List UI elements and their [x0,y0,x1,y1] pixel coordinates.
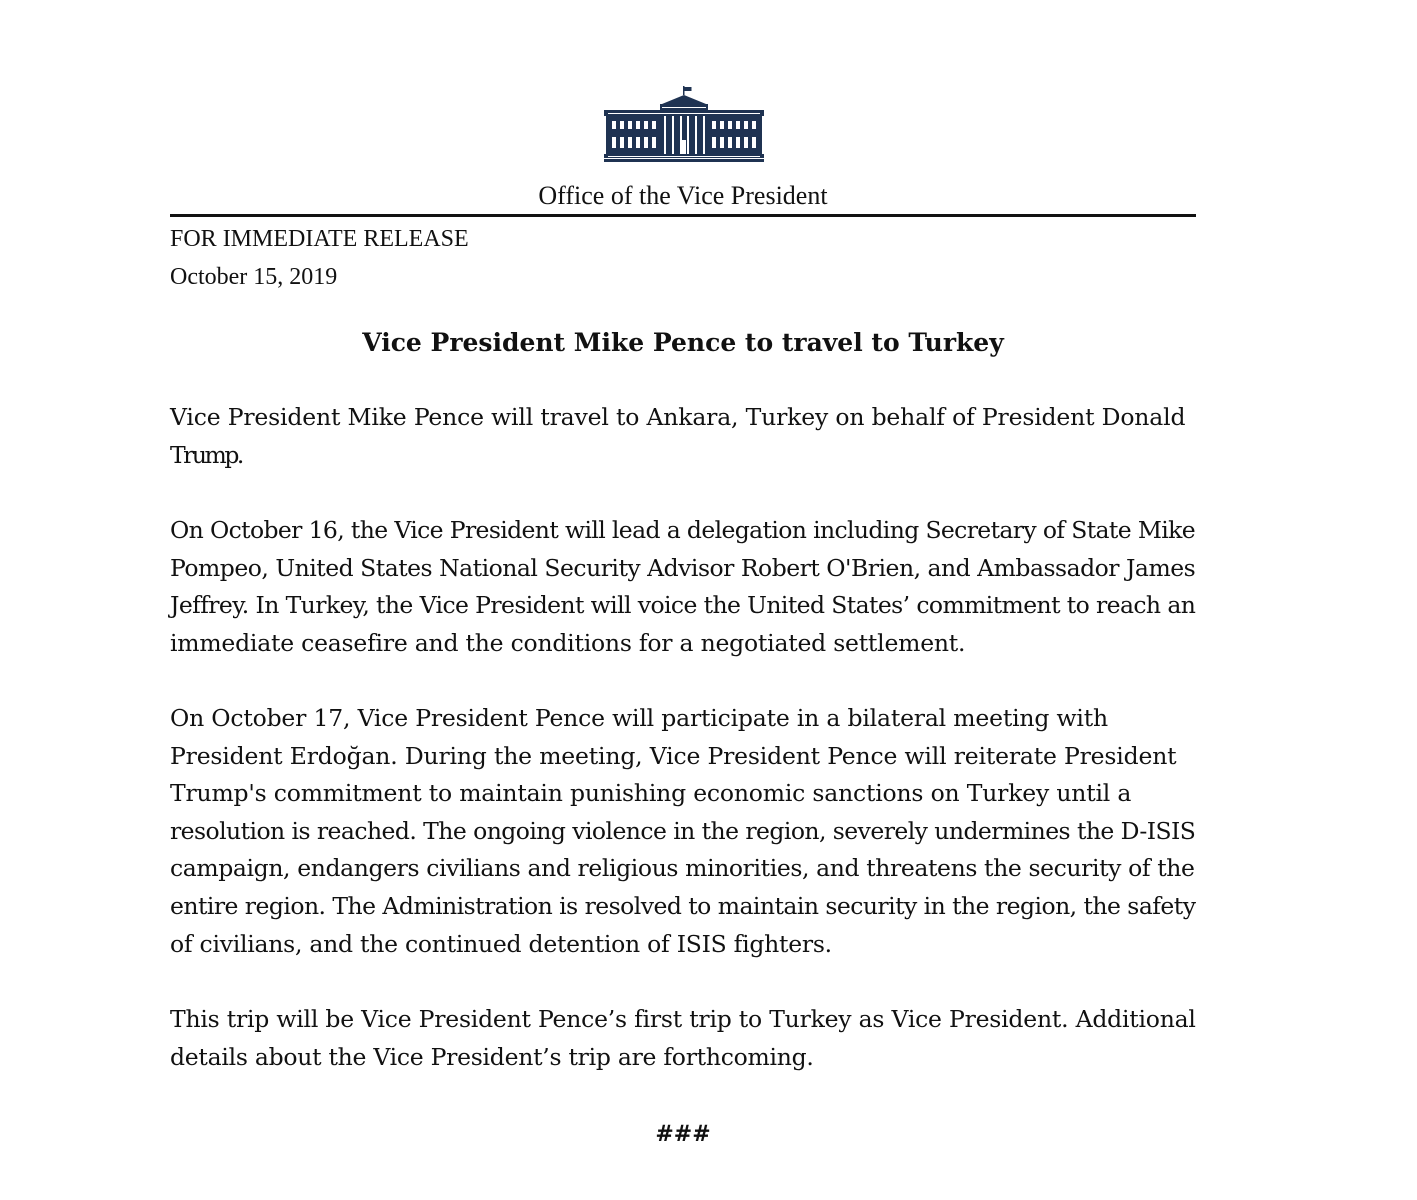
paragraph-line: of civilians, and the continued detention of ISIS fighters. [170,929,832,958]
release-date: October 15, 2019 [170,264,338,290]
paragraph-line: Jeffrey. In Turkey, the Vice President will voice the United States’ commitment to reach an [170,591,1196,620]
paragraph-line: Pompeo, United States National Security Advisor Robert O'Brien, and Ambassador James [170,553,1196,582]
paragraph-line: Trump's commitment to maintain punishing economic sanctions on Turkey until a [170,779,1132,808]
header-divider [170,214,1196,217]
paragraph-line: campaign, endangers civilians and religious minorities, and threatens the security of the [170,854,1195,883]
paragraph-line: resolution is reached. The ongoing violence in the region, severely undermines the D-ISIS [170,816,1196,845]
paragraph-line: On October 17, Vice President Pence will participate in a bilateral meeting with [170,704,1108,732]
paragraph-announcement [170,399,1210,474]
headline: Vice President Mike Pence to travel to Turkey [362,328,1004,357]
paragraph-line: immediate ceasefire and the conditions for a negotiated settlement. [170,628,966,657]
paragraph-line: This trip will be Vice President Pence’s first trip to Turkey as Vice President. Additional [170,1005,1196,1033]
paragraph-line: On October 16, the Vice President will lead a delegation including Secretary of State Mike [170,516,1196,544]
white-house-icon [604,86,764,162]
paragraph-line: Vice President Mike Pence will travel to Ankara, Turkey on behalf of President Donald [170,403,1186,431]
paragraph-line: Trump. [170,440,242,469]
paragraph-line: entire region. The Administration is resolved to maintain security in the region, the safety [170,891,1196,920]
paragraph-october-17 [170,700,1210,963]
paragraph-line: details about the Vice President’s trip are forthcoming. [170,1042,814,1071]
paragraph-first-trip [170,1001,1210,1076]
paragraph-october-16 [170,512,1210,662]
end-mark: ### [655,1121,711,1147]
release-label: FOR IMMEDIATE RELEASE [170,226,469,252]
paragraph-line: President Erdoğan. During the meeting, Vice President Pence will reiterate President [170,741,1177,770]
office-title: Office of the Vice President [538,181,828,210]
